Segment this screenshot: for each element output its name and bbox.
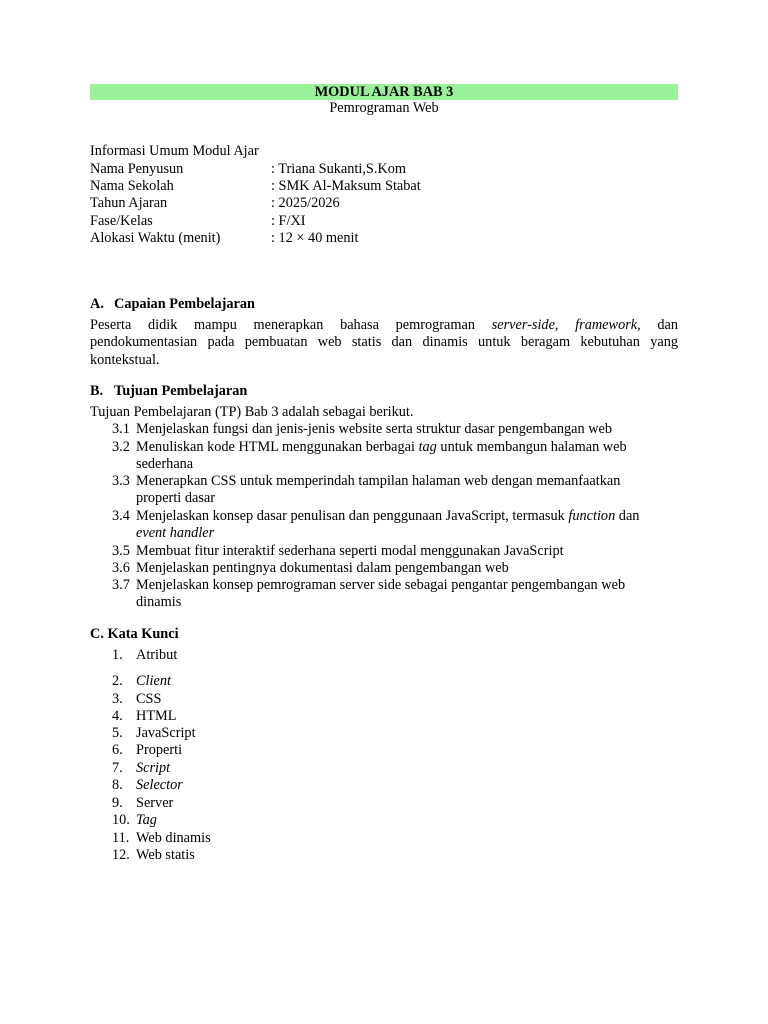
list-item-text — [136, 508, 676, 543]
keyword-number: 3. — [112, 691, 123, 707]
section-a-paragraph — [90, 317, 678, 369]
keyword-text: Script — [136, 760, 171, 776]
list-item-number: 3.2 — [112, 439, 130, 455]
list-item-number: 3.4 — [112, 508, 130, 524]
keyword-number: 4. — [112, 708, 123, 724]
info-value: : F/XI — [271, 213, 306, 229]
keyword-item — [112, 795, 173, 812]
document-subtitle: Pemrograman Web — [329, 100, 439, 116]
keyword-number: 9. — [112, 795, 123, 811]
keyword-number: 7. — [112, 760, 123, 776]
text-run-italic: event handler — [136, 525, 215, 542]
keyword-number: 10. — [112, 812, 130, 828]
keyword-text: JavaScript — [136, 725, 196, 741]
paragraph-line: kontekstual. — [90, 351, 160, 368]
list-item-number: 3.5 — [112, 543, 130, 559]
text-run: , dan — [637, 317, 679, 333]
list-item-number: 3.7 — [112, 577, 130, 593]
keyword-item — [112, 830, 211, 847]
text-run-italic: framework — [575, 317, 638, 333]
text-run-italic: function — [568, 508, 616, 524]
keyword-number: 5. — [112, 725, 123, 741]
text-run: , — [554, 317, 576, 333]
text-line: Membuat fitur interaktif sederhana seperti modal menggunakan JavaScript — [136, 543, 564, 559]
keyword-item — [112, 725, 196, 742]
text-run: Menuliskan kode HTML menggunakan berbagai — [136, 439, 419, 455]
text-line: Menerapkan CSS untuk memperindah tampilan halaman web dengan memanfaatkan — [136, 473, 621, 489]
keyword-number: 8. — [112, 777, 123, 793]
text-line — [136, 508, 676, 525]
keyword-item — [112, 812, 157, 829]
info-label: Nama Sekolah — [90, 178, 174, 194]
text-line: dinamis — [136, 594, 182, 611]
info-value: : Triana Sukanti,S.Kom — [271, 161, 407, 177]
section-a-title: Capaian Pembelajaran — [114, 296, 255, 312]
info-label: Nama Penyusun — [90, 161, 184, 177]
keyword-number: 6. — [112, 742, 123, 758]
list-item-number: 3.3 — [112, 473, 130, 489]
text-run-italic: server-side — [491, 317, 555, 333]
text-run: Peserta didik mampu menerapkan bahasa pemrograman — [90, 317, 492, 333]
keyword-item — [112, 777, 183, 794]
keyword-number: 11. — [112, 830, 130, 846]
text-line: Menjelaskan konsep pemrograman server side sebagai pengantar pengembangan web — [136, 577, 626, 593]
text-line: Menjelaskan pentingnya dokumentasi dalam pengembangan web — [136, 560, 509, 576]
info-label: Alokasi Waktu (menit) — [90, 230, 221, 246]
info-heading: Informasi Umum Modul Ajar — [90, 143, 259, 159]
document-title: MODUL AJAR BAB 3 — [90, 84, 678, 100]
keyword-number: 2. — [112, 673, 123, 689]
text-line: sederhana — [136, 456, 194, 473]
keyword-text: HTML — [136, 708, 177, 724]
info-value: : 2025/2026 — [271, 195, 340, 211]
text-run: Menjelaskan konsep dasar penulisan dan penggunaan JavaScript, termasuk — [136, 508, 569, 524]
list-item-number: 3.6 — [112, 560, 130, 576]
section-b-heading — [90, 383, 247, 400]
list-item-text — [136, 473, 676, 508]
keyword-number: 12. — [112, 847, 130, 863]
info-value: : 12 × 40 menit — [271, 230, 359, 246]
info-value: : SMK Al-Maksum Stabat — [271, 178, 421, 194]
text-line: Menjelaskan fungsi dan jenis-jenis website serta struktur dasar pengembangan web — [136, 421, 613, 437]
list-item-text — [136, 560, 676, 577]
keyword-text: Atribut — [136, 647, 178, 663]
keyword-item — [112, 760, 170, 777]
list-item-number: 3.1 — [112, 421, 130, 437]
section-a-number: A. — [90, 296, 104, 312]
keyword-text: CSS — [136, 691, 162, 707]
keyword-text: Selector — [136, 777, 183, 793]
keyword-text: Client — [136, 673, 171, 689]
keyword-text: Server — [136, 795, 174, 811]
section-b-number: B. — [90, 383, 104, 399]
keyword-item — [112, 691, 161, 708]
info-label: Fase/Kelas — [90, 213, 153, 229]
list-item-text — [136, 543, 676, 560]
list-item-text — [136, 421, 676, 438]
keyword-item — [112, 847, 195, 864]
keyword-text: Tag — [136, 812, 157, 828]
keyword-item — [112, 708, 177, 725]
section-b-intro: Tujuan Pembelajaran (TP) Bab 3 adalah sebagai berikut. — [90, 404, 414, 420]
section-c-heading: C. Kata Kunci — [90, 626, 179, 642]
text-line — [136, 525, 676, 542]
keyword-item — [112, 742, 182, 759]
list-item-text — [136, 577, 676, 612]
text-line — [136, 439, 676, 456]
section-a-heading — [90, 296, 255, 313]
section-b-title: Tujuan Pembelajaran — [114, 383, 248, 399]
text-line: properti dasar — [136, 490, 215, 507]
keyword-text: Properti — [136, 742, 183, 758]
text-run: untuk membangun halaman web — [436, 439, 627, 455]
keyword-item — [112, 647, 177, 664]
keyword-text: Web statis — [136, 847, 195, 863]
keyword-number: 1. — [112, 647, 123, 663]
keyword-item — [112, 673, 171, 690]
text-run-italic: tag — [418, 439, 437, 455]
text-run: dan — [615, 508, 640, 524]
keyword-text: Web dinamis — [136, 830, 211, 846]
paragraph-line — [90, 317, 678, 334]
info-label: Tahun Ajaran — [90, 195, 168, 211]
paragraph-line: pendokumentasian pada pembuatan web statis dan dinamis untuk beragam kebutuhan yang — [90, 334, 678, 351]
list-item-text — [136, 439, 676, 474]
